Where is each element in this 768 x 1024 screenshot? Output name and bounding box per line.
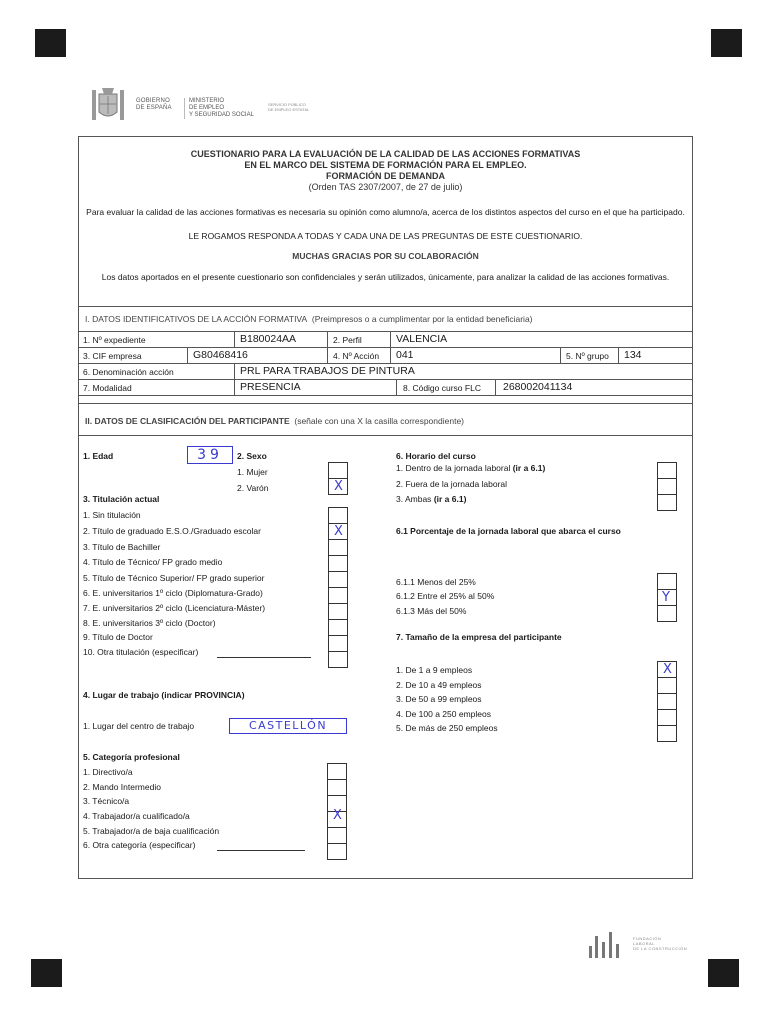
expediente-label: 1. Nº expediente [83, 335, 146, 345]
ministry-label: MINISTERIO DE EMPLEO Y SEGURIDAD SOCIAL [184, 98, 254, 119]
intro-paragraph: Para evaluar la calidad de las acciones formativas es necesaria su opinión como alumno/a, acerca de los distintos aspectos del curso en el que ha participado. [86, 207, 685, 217]
categoria-checkbox[interactable] [327, 827, 347, 844]
titulacion-checkbox[interactable] [328, 507, 348, 524]
government-header [88, 82, 388, 128]
accion-value[interactable]: 041 [396, 349, 414, 361]
sexo-option: 1. Mujer [237, 467, 268, 477]
tamano-option: 3. De 50 a 99 empleos [396, 694, 482, 704]
titulacion-option: 2. Título de graduado E.S.O./Graduado escolar [83, 526, 261, 536]
sexo-label: 2. Sexo [237, 451, 267, 461]
tamano-checkbox[interactable] [657, 677, 677, 694]
registration-mark-bottom-right [708, 959, 739, 987]
denominacion-value[interactable]: PRL PARA TRABAJOS DE PINTURA [240, 365, 415, 377]
spain-coat-of-arms-icon [88, 84, 128, 126]
categoria-option: 3. Técnico/a [83, 796, 130, 806]
titulacion-option: 9. Título de Doctor [83, 632, 153, 642]
tamano-option: 5. De más de 250 empleos [396, 723, 498, 733]
perfil-value[interactable]: VALENCIA [396, 333, 448, 345]
titulacion-checkbox[interactable] [328, 651, 348, 668]
horario-option: 1. Dentro de la jornada laboral (ir a 6.1) [396, 463, 546, 473]
categoria-specify-line[interactable] [217, 850, 305, 851]
accion-label: 4. Nº Acción [333, 351, 380, 361]
titulacion-option: 6. E. universitarios 1º ciclo (Diplomatura-Grado) [83, 588, 263, 598]
categoria-option: 6. Otra categoría (especificar) [83, 840, 196, 850]
titulacion-checkbox[interactable] [328, 619, 348, 636]
porcentaje-label: 6.1 Porcentaje de la jornada laboral que abarca el curso [396, 526, 621, 536]
lugar-label: 4. Lugar de trabajo (indicar PROVINCIA) [83, 690, 245, 700]
identification-table [79, 331, 692, 396]
registration-mark-top-right [711, 29, 742, 57]
sexo-mujer-checkbox[interactable] [328, 462, 348, 479]
categoria-option: 5. Trabajador/a de baja cualificación [83, 826, 220, 836]
titulacion-option: 7. E. universitarios 2º ciclo (Licenciatura-Máster) [83, 603, 266, 613]
porcentaje-checkbox[interactable] [657, 605, 677, 622]
horario-checkbox[interactable] [657, 478, 677, 495]
horario-checkbox[interactable] [657, 462, 677, 479]
fundacion-laboral-label: FUNDACIÓN LABORAL DE LA CONSTRUCCIÓN [633, 936, 688, 951]
titulacion-checkbox[interactable] [328, 635, 348, 652]
titulacion-checkmark: X [334, 524, 343, 539]
tamano-checkbox[interactable] [657, 709, 677, 726]
titulacion-option: 10. Otra titulación (especificar) [83, 647, 199, 657]
denominacion-label: 6. Denominación acción [83, 367, 174, 377]
form-subtitle: (Orden TAS 2307/2007, de 27 de julio) [308, 182, 463, 192]
tamano-option: 1. De 1 a 9 empleos [396, 665, 473, 675]
section-2-note: (señale con una X la casilla correspondiente) [294, 416, 465, 426]
titulacion-checkbox[interactable] [328, 555, 348, 572]
sexo-option: 2. Varón [237, 483, 269, 493]
edad-field[interactable]: 39 [187, 446, 233, 464]
titulacion-option: 3. Título de Bachiller [83, 542, 161, 552]
horario-label: 6. Horario del curso [396, 451, 476, 461]
codigo-label: 8. Código curso FLC [403, 383, 481, 393]
section-1-note: (Preimpresos o a cumplimentar por la entidad beneficiaria) [311, 314, 533, 324]
public-employment-service-label: SERVICIO PÚBLICO DE EMPLEO ESTATAL [268, 102, 310, 112]
perfil-label: 2. Perfil [333, 335, 362, 345]
horario-option: 3. Ambas (ir a 6.1) [396, 494, 467, 504]
confidentiality-paragraph: Los datos aportados en el presente cuestionario son confidenciales y serán utilizados, únicamente, para analizar la calidad de las acciones formativas. [101, 272, 670, 282]
form-title: CUESTIONARIO PARA LA EVALUACIÓN DE LA CALIDAD DE LAS ACCIONES FORMATIVAS EN EL MARCO DEL SISTEMA DE FORMACIÓN PARA EL EMPLEO. FORMACIÓN DE DEMANDA [190, 149, 581, 181]
porcentaje-checkbox[interactable] [657, 573, 677, 590]
grupo-value[interactable]: 134 [624, 349, 642, 361]
table-row [79, 364, 692, 380]
fundacion-laboral-logo [585, 928, 695, 958]
edad-label: 1. Edad [83, 451, 114, 461]
table-row [79, 332, 692, 348]
thanks-paragraph: MUCHAS GRACIAS POR SU COLABORACIÓN [292, 251, 479, 261]
titulacion-option: 8. E. universitarios 3º ciclo (Doctor) [83, 618, 216, 628]
categoria-checkbox[interactable] [327, 843, 347, 860]
lugar-centro-label: 1. Lugar del centro de trabajo [83, 721, 195, 731]
codigo-value[interactable]: 268002041134 [503, 381, 573, 393]
categoria-checkbox[interactable] [327, 779, 347, 796]
titulacion-checkbox[interactable] [328, 539, 348, 556]
registration-mark-bottom-left [31, 959, 62, 987]
registration-mark-top-left [35, 29, 66, 57]
tamano-checkbox[interactable] [657, 693, 677, 710]
tamano-option: 2. De 10 a 49 empleos [396, 680, 482, 690]
tamano-checkbox[interactable] [657, 725, 677, 742]
titulacion-specify-line[interactable] [217, 657, 311, 658]
porcentaje-option: 6.1.3 Más del 50% [396, 606, 467, 616]
titulacion-checkbox[interactable] [328, 571, 348, 588]
modalidad-value[interactable]: PRESENCIA [240, 381, 301, 393]
sexo-checkmark: X [334, 479, 343, 494]
expediente-value[interactable]: B180024AA [240, 333, 297, 345]
categoria-checkbox[interactable] [327, 763, 347, 780]
tamano-label: 7. Tamaño de la empresa del participante [396, 632, 562, 642]
titulacion-checkbox[interactable] [328, 603, 348, 620]
cif-value[interactable]: G80468416 [193, 349, 248, 361]
table-row [79, 380, 692, 396]
intro-block [79, 137, 692, 307]
titulacion-checkbox[interactable] [328, 587, 348, 604]
categoria-checkmark: X [333, 808, 342, 823]
government-label: GOBIERNO DE ESPAÑA [136, 98, 172, 111]
section-1-title: I. DATOS IDENTIFICATIVOS DE LA ACCIÓN FORMATIVA (Preimpresos o a cumplimentar por la entidad beneficiaria) [85, 314, 533, 324]
porcentaje-option: 6.1.2 Entre el 25% al 50% [396, 591, 495, 601]
horario-checkbox[interactable] [657, 494, 677, 511]
titulacion-label: 3. Titulación actual [83, 494, 160, 504]
categoria-label: 5. Categoría profesional [83, 752, 180, 762]
porcentaje-checkmark: Y [662, 590, 670, 605]
section-2-title: II. DATOS DE CLASIFICACIÓN DEL PARTICIPANTE (señale con una X la casilla correspondiente) [85, 416, 465, 426]
categoria-option: 4. Trabajador/a cualificado/a [83, 811, 190, 821]
cif-label: 3. CIF empresa [83, 351, 142, 361]
tamano-checkmark: X [663, 662, 672, 677]
questionnaire-form [78, 136, 693, 879]
titulacion-option: 5. Título de Técnico Superior/ FP grado superior [83, 573, 265, 583]
tamano-option: 4. De 100 a 250 empleos [396, 709, 491, 719]
titulacion-option: 1. Sin titulación [83, 510, 141, 520]
table-row [79, 348, 692, 364]
request-paragraph: LE ROGAMOS RESPONDA A TODAS Y CADA UNA DE LAS PREGUNTAS DE ESTE CUESTIONARIO. [188, 231, 583, 241]
categoria-option: 2. Mando Intermedio [83, 782, 161, 792]
grupo-label: 5. Nº grupo [566, 351, 609, 361]
categoria-option: 1. Directivo/a [83, 767, 133, 777]
modalidad-label: 7. Modalidad [83, 383, 132, 393]
titulacion-option: 4. Título de Técnico/ FP grado medio [83, 557, 223, 567]
horario-option: 2. Fuera de la jornada laboral [396, 479, 508, 489]
porcentaje-option: 6.1.1 Menos del 25% [396, 577, 476, 587]
lugar-trabajo-field[interactable]: CASTELLÓN [229, 718, 347, 734]
